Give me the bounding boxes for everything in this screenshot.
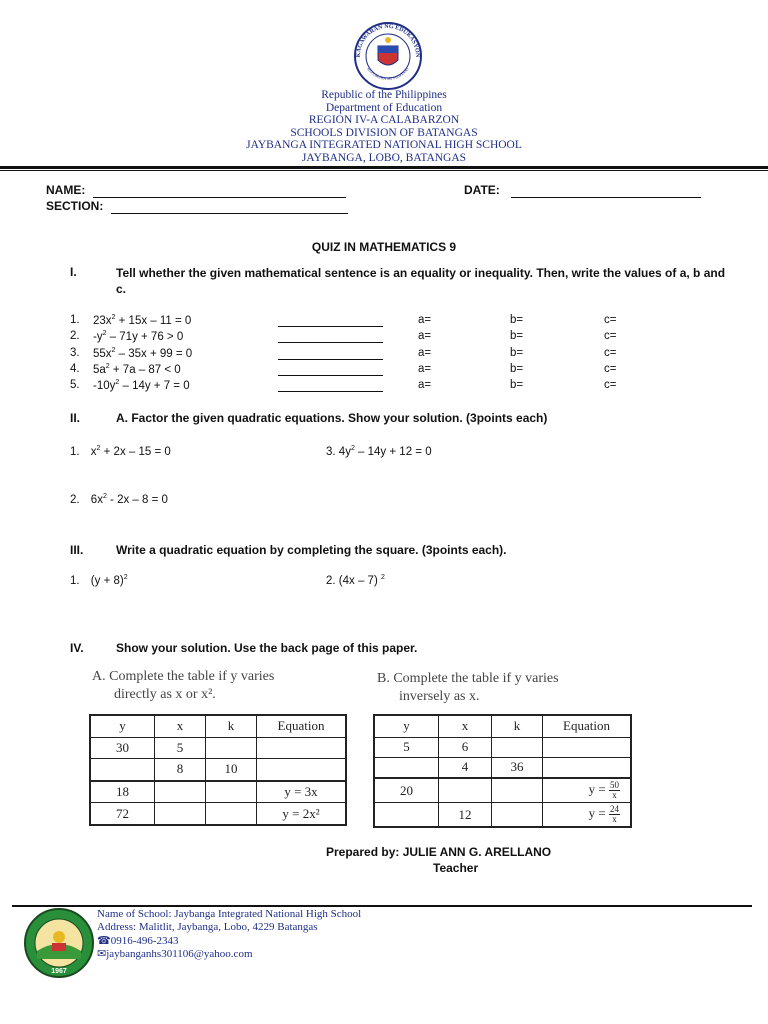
part1-item: 4. $5a^2 + 7a - 87 < 0$ a= b= c= [70,362,617,376]
part2-item-3: 3. $4y^2 - 14y + 12 = 0$ [326,445,432,458]
part3-item-1: 1. $(y + 8)^2$ [70,574,128,587]
c-label: c= [604,330,617,343]
svg-text:REPUBLIKA NG PILIPINAS: REPUBLIKA NG PILIPINAS [366,66,410,82]
table-a [89,714,347,826]
table-cell[interactable] [257,759,347,781]
part1-items [70,314,690,395]
table-header: y [374,715,439,737]
b-label: b= [510,314,524,326]
equation-text: $-y^2 - 71y + 76 > 0$ [93,330,184,344]
table-cell: 30 [90,737,155,759]
a-label: a= [418,346,432,359]
header-divider-thick [0,166,768,169]
a-label: a= [418,379,432,392]
table-b-title: B. Complete the table if y varies inversely as x. [377,671,559,704]
part2-item-1: 1. $x^2 + 2x - 15 = 0$ [70,445,171,458]
table-header: k [492,715,543,737]
table-cell[interactable] [206,803,257,825]
answer-blank[interactable] [278,345,383,360]
part3-number: III. [70,543,84,557]
quiz-title: QUIZ IN MATHEMATICS 9 [311,240,457,254]
table-cell[interactable] [374,803,439,827]
table-header: Equation [543,715,632,737]
table-b [373,714,632,828]
answer-blank[interactable] [278,377,383,392]
part1-instruction: Tell whether the given mathematical sentence is an equality or inequality. Then, write the values of a, b and c. [116,266,726,296]
date-field[interactable] [511,183,701,198]
equation-text: $-10y^2 - 14y + 7 = 0$ [93,379,190,393]
table-header: x [155,715,206,737]
name-row [46,183,346,198]
a-label: a= [418,330,432,343]
table-header: y [90,715,155,737]
part2-instruction: A. Factor the given quadratic equations. Show your solution. (3points each) [116,411,548,425]
header-line-school: JAYBANGA INTEGRATED NATIONAL HIGH SCHOOL [246,139,522,151]
table-cell-equation: y = $\frac{24}{x}$ [543,803,632,827]
table-cell[interactable] [155,781,206,803]
table-cell: 5 [374,737,439,757]
prepared-role: Teacher [433,861,479,875]
c-label: c= [604,346,617,359]
header-line-address: JAYBANGA, LOBO, BATANGAS [301,151,467,164]
section-field[interactable] [111,199,348,214]
table-cell[interactable] [257,737,347,759]
svg-text:KAGAWARAN NG EDUKASYON: KAGAWARAN NG EDUKASYON [355,23,421,58]
answer-blank[interactable] [278,312,383,327]
part1-item: 1. $23x^2 + 15x - 11 = 0$ a= b= c= [70,314,617,327]
table-cell: 6 [439,737,492,757]
equation-text: $55x^2 - 35x + 99 = 0$ [93,346,193,360]
table-cell[interactable] [90,759,155,781]
footer-address: Address: Malitlit, Jaybanga, Lobo, 4229 Batangas [97,921,318,933]
part4-instruction: Show your solution. Use the back page of this paper. [116,641,418,655]
footer-divider [12,905,752,907]
part1-item: 3. $55x^2 - 35x + 99 = 0$ a= b= c= [70,346,617,360]
table-cell-equation: y = $\frac{50}{x}$ [543,778,632,802]
table-cell: y = 2x² [257,803,347,825]
table-cell[interactable] [492,803,543,827]
table-cell[interactable] [492,778,543,802]
b-label: b= [510,379,524,392]
part3-item-2: 2. (4x – 7) $^2$ [326,574,385,587]
table-cell: 5 [155,737,206,759]
prepared-by: Prepared by: JULIE ANN G. ARELLANO [326,845,552,859]
part3-instruction: Write a quadratic equation by completing the square. (3points each). [116,543,507,557]
table-cell[interactable] [543,757,632,778]
table-cell[interactable] [374,757,439,778]
b-label: b= [510,330,524,343]
table-cell[interactable] [492,737,543,757]
table-header: Equation [257,715,347,737]
part2-number: II. [70,411,81,425]
table-cell: 10 [206,759,257,781]
table-cell[interactable] [206,737,257,759]
school-logo [22,907,96,979]
table-cell: 72 [90,803,155,825]
header-line-deped: Department of Education [325,101,443,114]
deped-seal-logo [348,20,428,90]
name-field[interactable] [93,183,346,198]
name-label: NAME: [46,183,86,197]
c-label: c= [604,314,617,326]
table-cell: 18 [90,781,155,803]
table-cell[interactable] [439,778,492,802]
email-icon: ✉ [97,948,107,960]
b-label: b= [510,362,524,375]
footer-phone: ☎0916-496-2343 [97,935,179,947]
part2-item-2: 2. $6x^2 - 2x - 8 = 0$ [70,493,168,506]
section-label: SECTION: [46,199,104,213]
phone-icon: ☎ [97,935,111,947]
answer-blank[interactable] [278,361,383,376]
date-label: DATE: [464,183,500,197]
svg-text:1967: 1967 [51,968,67,975]
table-header: k [206,715,257,737]
footer-school-name: Name of School: Jaybanga Integrated National High School [97,908,362,920]
c-label: c= [604,362,617,375]
table-cell: y = 3x [257,781,347,803]
footer-email: ✉jaybanganhs301106@yahoo.com [97,948,253,960]
table-a-title: A. Complete the table if y varies directly as x or x². [92,669,275,702]
table-cell: 4 [439,757,492,778]
b-label: b= [510,346,524,359]
header-divider-thin [0,170,768,171]
header-block [0,89,768,164]
table-cell: 8 [155,759,206,781]
c-label: c= [604,379,617,392]
equation-text: $23x^2 + 15x - 11 = 0$ [93,314,192,327]
section-row [46,199,348,214]
part1-item: 5. $-10y^2 - 14y + 7 = 0$ a= b= c= [70,379,617,393]
table-cell[interactable] [543,737,632,757]
table-header: x [439,715,492,737]
answer-blank[interactable] [278,328,383,343]
part1-number: I. [70,265,77,279]
part4-number: IV. [70,641,84,655]
table-cell[interactable] [155,803,206,825]
part1-item: 2. $-y^2 - 71y + 76 > 0$ a= b= c= [70,330,617,344]
header-line-division: SCHOOLS DIVISION OF BATANGAS [290,126,478,139]
header-line-republic: Republic of the Philippines [321,89,447,101]
date-row [464,183,701,198]
equation-text: $5a^2 + 7a - 87 < 0$ [93,362,181,376]
table-cell: 12 [439,803,492,827]
a-label: a= [418,314,432,326]
table-cell[interactable] [206,781,257,803]
header-line-region: REGION IV-A CALABARZON [308,114,460,126]
table-cell: 20 [374,778,439,802]
table-cell: 36 [492,757,543,778]
a-label: a= [418,362,432,375]
